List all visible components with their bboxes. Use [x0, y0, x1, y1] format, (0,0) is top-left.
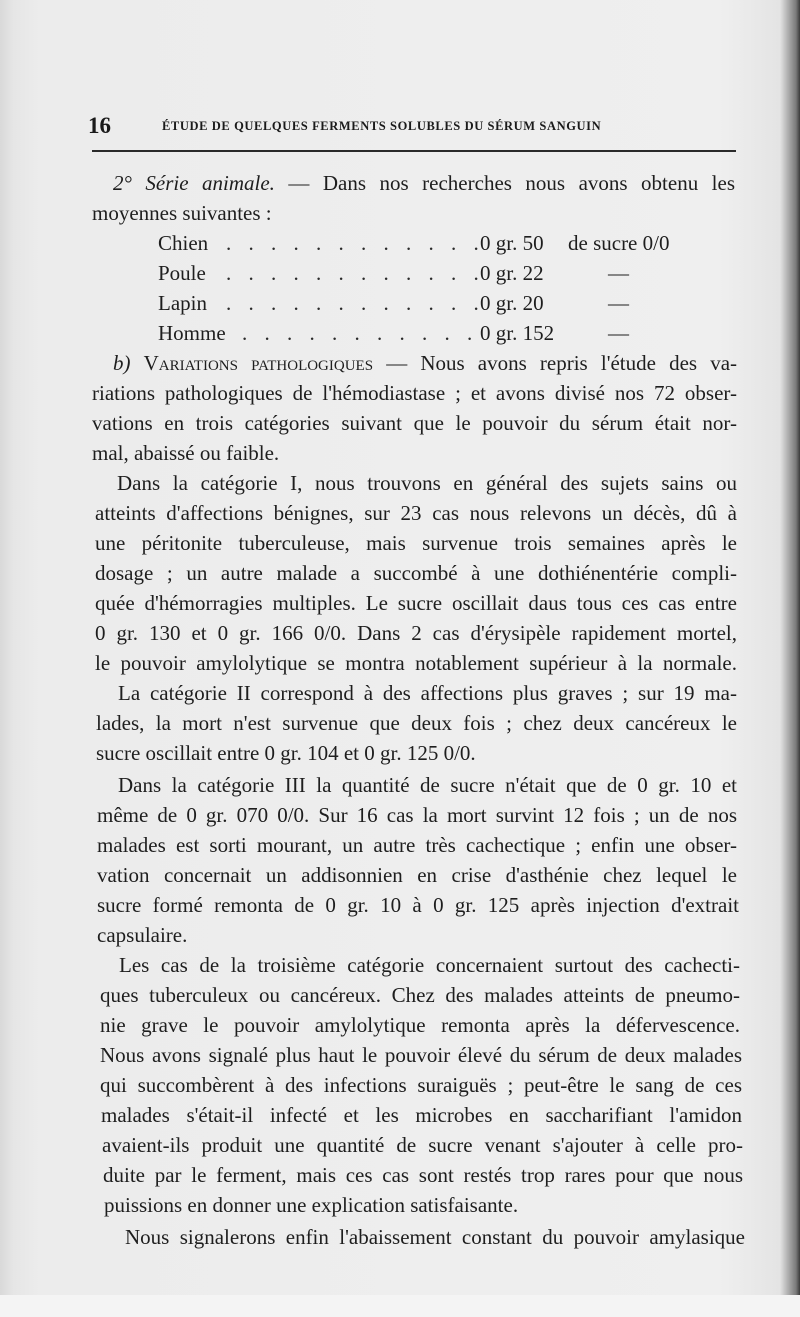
paragraph-line: sucre formé remonta de 0 gr. 10 à 0 gr. 125 après injection d'extrait — [97, 893, 739, 917]
table-row — [158, 228, 718, 258]
paragraph-line: sucre oscillait entre 0 gr. 104 et 0 gr. 125 0/0. — [96, 741, 476, 765]
table-dots: . . . . . . . . . . . . — [226, 231, 485, 255]
paragraph-line: nie grave le pouvoir amylolytique remonta après la défervescence. — [100, 1013, 740, 1037]
page-number: 16 — [88, 113, 111, 138]
table-value: 0 gr. 152 — [480, 321, 555, 345]
paragraph-line: atteints d'affections bénignes, sur 23 cas nous relevons un décès, dû à — [95, 501, 737, 525]
paragraph-line: duite par le ferment, mais ces cas sont restés trop rares pour que nous — [103, 1163, 743, 1187]
paragraph-line: le pouvoir amylolytique se montra notablement supérieur à la normale. — [95, 651, 737, 675]
table-unit: de sucre 0/0 — [568, 231, 670, 255]
paragraph-line: Les cas de la troisième catégorie concernaient surtout des cachecti- — [119, 953, 740, 977]
header-rule — [92, 150, 736, 152]
running-title: ÉTUDE DE QUELQUES FERMENTS SOLUBLES DU SÉRUM SANGUIN — [162, 119, 602, 133]
series-line-1 — [113, 168, 735, 198]
table-row — [158, 288, 718, 318]
paragraph-line: capsulaire. — [97, 923, 188, 947]
table-animal: Poule — [158, 261, 206, 285]
section-b-label: b) — [113, 351, 131, 375]
paragraph-line: qui succombèrent à des infections suraiguës ; peut-être le sang de ces — [100, 1073, 742, 1097]
table-unit: — — [608, 261, 629, 285]
paragraph-line: 0 gr. 130 et 0 gr. 166 0/0. Dans 2 cas d'érysipèle rapidement mortel, — [95, 621, 737, 645]
table-row — [158, 258, 718, 288]
paragraph-line: quée d'hémorragies multiples. Le sucre oscillait daus tous ces cas entre — [95, 591, 737, 615]
page-bottom-margin — [0, 1295, 800, 1317]
paragraph-line: une péritonite tuberculeuse, mais survenue trois semaines après le — [95, 531, 737, 555]
table-animal: Lapin — [158, 291, 207, 315]
table-row — [158, 318, 718, 348]
table-value: 0 gr. 20 — [480, 291, 544, 315]
paragraph-line: Dans la catégorie I, nous trouvons en général des sujets sains ou — [117, 471, 737, 495]
section-b-line: vations en trois catégories suivant que le pouvoir du sérum était nor- — [92, 411, 737, 435]
series-text-1: — Dans nos recherches nous avons obtenu les — [288, 171, 736, 195]
paragraph-line: vation concernait un addisonnien en crise d'asthénie chez lequel le — [97, 863, 737, 887]
series-line-2: moyennes suivantes : — [92, 201, 272, 225]
section-b-heading: Variations pathologiques — [143, 351, 374, 375]
table-animal: Chien — [158, 231, 209, 255]
paragraph-line: ques tuberculeux ou cancéreux. Chez des malades atteints de pneumo- — [100, 983, 740, 1007]
paragraph-line: puissions en donner une explication satisfaisante. — [104, 1193, 519, 1217]
paragraph-line: Dans la catégorie III la quantité de sucre n'était que de 0 gr. 10 et — [118, 773, 737, 797]
table-value: 0 gr. 50 — [480, 231, 544, 255]
table-dots: . . . . . . . . . . . . — [226, 291, 485, 315]
table-dots: . . . . . . . . . . . . — [226, 261, 485, 285]
section-b-line: riations pathologiques de l'hémodiastase ; et avons divisé nos 72 obser- — [92, 381, 737, 405]
paragraph-line: Nous avons signalé plus haut le pouvoir élevé du sérum de deux malades — [100, 1043, 742, 1067]
series-label: 2° Série animale. — [113, 171, 275, 195]
paragraph-line: même de 0 gr. 070 0/0. Sur 16 cas la mort survint 12 fois ; un de nos — [97, 803, 737, 827]
table-animal: Homme — [158, 321, 226, 345]
paragraph-line: Nous signalerons enfin l'abaissement constant du pouvoir amylasique — [125, 1225, 745, 1249]
paragraph-line: malades s'était-il infecté et les microbes en saccharifiant l'amidon — [101, 1103, 742, 1127]
page-header — [88, 113, 733, 139]
paragraph-line: avaient-ils produit une quantité de sucre venant s'ajouter à celle pro- — [102, 1133, 743, 1157]
paragraph-line: lades, la mort n'est survenue que deux fois ; chez deux cancéreux le — [96, 711, 737, 735]
table-dots: . . . . . . . . . . . — [242, 321, 479, 345]
table-unit: — — [608, 321, 629, 345]
section-b-rest: — Nous avons repris l'étude des va- — [386, 351, 738, 375]
table-unit: — — [608, 291, 629, 315]
paragraph-line: dosage ; un autre malade a succombé à une dothiénentérie compli- — [95, 561, 737, 585]
paragraph-line: malades est sorti mourant, un autre très cachectique ; enfin une obser- — [97, 833, 737, 857]
table-value: 0 gr. 22 — [480, 261, 544, 285]
paragraph-line: La catégorie II correspond à des affections plus graves ; sur 19 ma- — [118, 681, 737, 705]
section-b-line: mal, abaissé ou faible. — [92, 441, 280, 465]
section-b-line-1 — [113, 348, 737, 378]
